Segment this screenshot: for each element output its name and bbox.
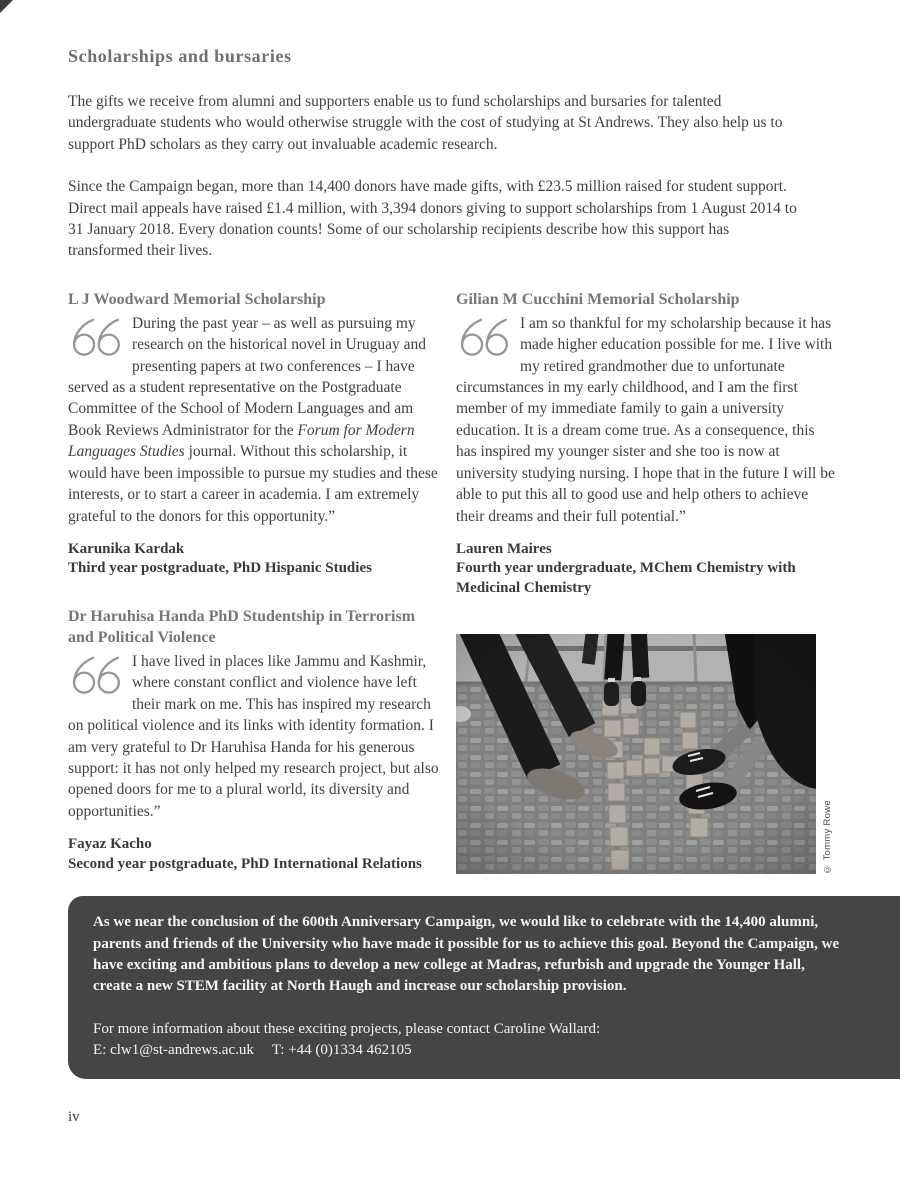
woodward-byline-name: Karunika Kardak	[68, 540, 185, 557]
handa-quote-text: I have lived in places like Jammu and Kashmir, where constant conflict and violence have left their mark on me. This has inspired my research on political violence and its links with identity formation. I am very grateful to Dr Haruhisa Handa for his generous support: it has not only helped my research project, but also opened doors for me to a plural world, its diversity and opportunities.”	[68, 652, 439, 820]
cucchini-byline-role: Fourth year undergraduate, MChem Chemistry with Medicinal Chemistry	[456, 560, 796, 596]
woodward-quote-text: During the past year – as well as pursuing my research on the historical novel in Uruguay and presenting papers at two conferences – I have served as a student representative on the Postgraduate Committee of the School of Modern Languages and am Book Reviews Administrator for the	[68, 314, 426, 439]
handa-studentship-section	[68, 606, 442, 874]
woodward-byline-role: Third year postgraduate, PhD Hispanic Studies	[68, 560, 372, 577]
intro-paragraph-1: The gifts we receive from alumni and supporters enable us to fund scholarships and bursaries for talented undergraduate students who would otherwise struggle with the cost of studying at St Andrews. They also help us to support PhD scholars as they carry out invaluable academic research.	[68, 93, 783, 153]
open-quote-icon	[456, 317, 510, 357]
campaign-info	[93, 1019, 845, 1062]
page-title: Scholarships and bursaries	[68, 46, 292, 66]
right-column	[456, 289, 835, 875]
campaign-bold-text: As we near the conclusion of the 600th Anniversary Campaign, we would like to celebrate with the 14,400 alumni, parents and friends of the University who have made it possible for us to achieve this goal. Beyond the Campaign, we have exciting and ambitious plans to develop a new college at Madras, refurbish and upgrade the Younger Hall, create a new STEM facility at North Haugh and increase our scholarship provision.	[93, 914, 840, 995]
cucchini-byline-name: Lauren Maires	[456, 540, 552, 557]
photo-illustration	[456, 634, 816, 874]
contact-phone: T: +44 (0)1334 462105	[271, 1041, 412, 1058]
cucchini-quote	[456, 313, 835, 527]
woodward-byline	[68, 540, 442, 579]
woodward-quote	[68, 313, 442, 527]
cucchini-quote-text: I am so thankful for my scholarship because it has made higher education possible for me. I live with my retired grandmother due to unfortunate circumstances in my early childhood, and I am the first member of my immediate family to gain a university education. It is a dream come true. As a consequence, this has inspired my younger sister and she too is now at university studying nursing. I hope that in the future I will be able to put this all to good use and help others to achieve their dreams and their full potential.”	[456, 314, 835, 525]
open-quote-icon	[68, 317, 122, 357]
woodward-heading: L J Woodward Memorial Scholarship	[68, 290, 326, 308]
photo-image	[456, 634, 816, 874]
handa-byline	[68, 835, 442, 874]
open-quote-icon	[68, 655, 122, 695]
handa-heading: Dr Haruhisa Handa PhD Studentship in Terrorism and Political Violence	[68, 607, 416, 646]
cucchini-scholarship-section	[456, 289, 835, 599]
cucchini-byline	[456, 540, 835, 599]
page-number: iv	[68, 1109, 80, 1126]
handa-quote	[68, 651, 442, 822]
campaign-contact-line	[93, 1040, 845, 1061]
woodward-scholarship-section	[68, 289, 442, 579]
cucchini-heading: Gilian M Cucchini Memorial Scholarship	[456, 290, 740, 308]
handa-byline-role: Second year postgraduate, PhD International Relations	[68, 855, 422, 872]
two-column-area	[68, 289, 835, 875]
contact-email: E: clw1@st-andrews.ac.uk	[93, 1041, 254, 1058]
left-column	[68, 289, 442, 875]
page-corner-mark	[0, 0, 13, 13]
woodward-quote-text-end: journal. Without this scholarship, it would have been impossible to pursue my studies and these interests, or to start a career in academia. I am extremely grateful to the donors for this opportunity.”	[68, 443, 438, 525]
campaign-callout-box	[68, 896, 900, 1079]
photo-credit: © Tommy Rowe	[822, 799, 833, 875]
photo-feet-on-cobblestones	[456, 634, 833, 875]
intro-paragraph-2: Since the Campaign began, more than 14,400 donors have made gifts, with £23.5 million raised for student support. Direct mail appeals have raised £1.4 million, with 3,394 donors giving to support scholarships from 1 August 2014 to 31 January 2018. Every donation counts! Some of our scholarship recipients describe how this support has transformed their lives.	[68, 178, 797, 260]
woodward-quote-journal-title: Forum for Modern Languages Studies	[68, 421, 415, 461]
campaign-info-line: For more information about these exciting projects, please contact Caroline Wallard:	[93, 1020, 601, 1037]
handa-byline-name: Fayaz Kacho	[68, 836, 152, 853]
